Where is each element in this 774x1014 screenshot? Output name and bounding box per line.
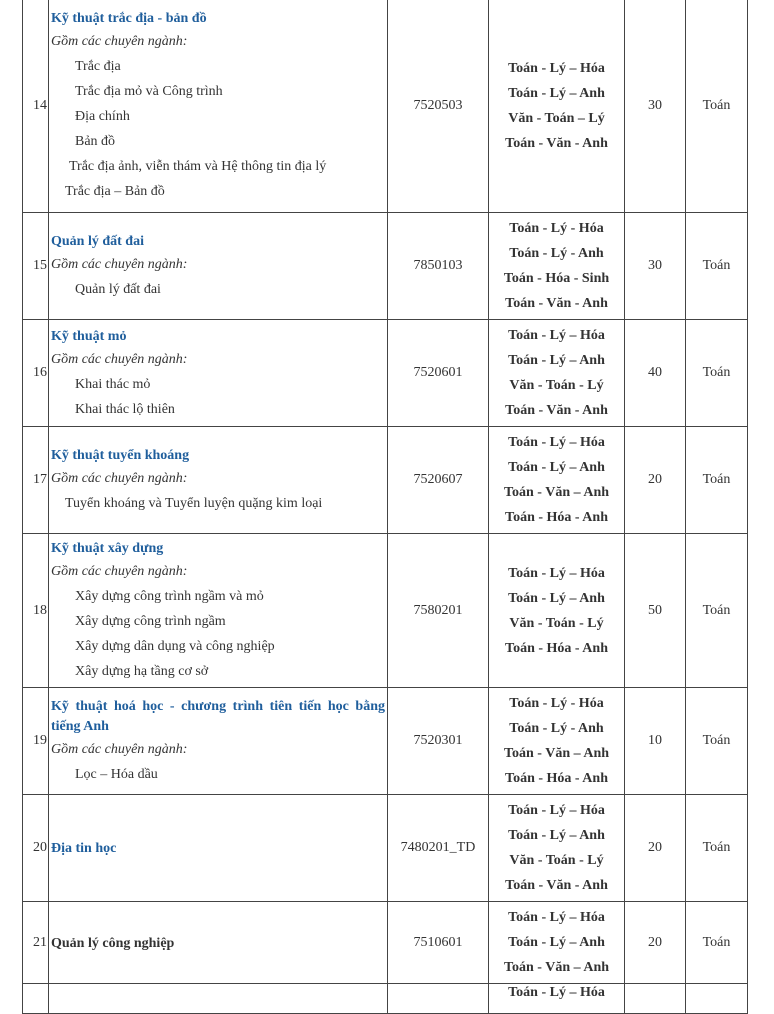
- specialization: Xây dựng hạ tầng cơ sở: [75, 664, 209, 679]
- specialization: Lọc – Hóa dầu: [75, 767, 158, 782]
- specialization: Quản lý đất đai: [75, 282, 161, 297]
- subject-combo: Toán - Lý – Anh: [508, 590, 605, 606]
- subject-combo: Toán - Lý – Anh: [508, 828, 605, 843]
- program-title: Kỹ thuật mỏ: [51, 328, 127, 344]
- program-code: 7520607: [388, 427, 489, 534]
- program-cell: [49, 427, 388, 534]
- specialization: Trắc địa: [75, 59, 121, 74]
- quota: [625, 984, 686, 1014]
- quota: 20: [625, 902, 686, 984]
- main-subject: Toán: [686, 795, 748, 902]
- specialization: Trắc địa – Bản đồ: [65, 184, 165, 199]
- program-title: Quản lý đất đai: [51, 234, 144, 249]
- program-cell: [49, 984, 388, 1014]
- program-code: 7520503: [388, 0, 489, 213]
- main-subject: Toán: [686, 534, 748, 688]
- main-subject: Toán: [686, 427, 748, 534]
- specialization: Địa chính: [75, 109, 130, 124]
- subject-combo: Toán - Lý – Hóa: [508, 60, 605, 76]
- specialization: Trắc địa mỏ và Công trình: [75, 84, 223, 99]
- subject-combo: Toán - Văn - Anh: [505, 403, 608, 418]
- subject-combo: Toán - Lý – Hóa: [508, 803, 605, 818]
- subject-combo: Toán - Lý – Anh: [508, 460, 605, 475]
- subject-combos: [489, 534, 625, 688]
- subject-combos: [489, 984, 625, 1014]
- subject-combo: Toán - Lý – Anh: [508, 85, 605, 101]
- table-row: [23, 320, 748, 427]
- specialization: Xây dựng công trình ngầm: [75, 614, 226, 629]
- subject-combos: [489, 902, 625, 984]
- subject-combos: [489, 213, 625, 320]
- program-title: Quản lý công nghiệp: [51, 935, 175, 951]
- program-cell: [49, 534, 388, 688]
- table-row: [23, 534, 748, 688]
- subject-combo: Toán - Hóa - Anh: [505, 771, 608, 786]
- specialization: Xây dựng dân dụng và công nghiệp: [75, 639, 275, 654]
- specialization: Bản đồ: [75, 134, 116, 149]
- specialization: Khai thác lộ thiên: [75, 401, 175, 417]
- subject-combo: Toán - Văn – Anh: [503, 485, 610, 500]
- subject-combo: Văn - Toán - Lý: [509, 615, 604, 631]
- program-code: 7480201_TD: [388, 795, 489, 902]
- subject-combo: Toán - Hóa - Sinh: [503, 271, 610, 286]
- subject-combo: Toán - Lý - Anh: [509, 721, 604, 736]
- row-number: 14: [23, 0, 49, 213]
- subject-combo: Toán - Lý – Hóa: [508, 328, 605, 343]
- quota: 30: [625, 0, 686, 213]
- subject-combos: [489, 0, 625, 213]
- program-code: 7520601: [388, 320, 489, 427]
- program-subtitle: Gồm các chuyên ngành:: [51, 471, 188, 486]
- subject-combo: Toán - Lý - Anh: [509, 246, 604, 261]
- program-code: 7850103: [388, 213, 489, 320]
- subject-combo: Toán - Lý – Hóa: [508, 565, 605, 581]
- quota: 30: [625, 213, 686, 320]
- subject-combo: Toán - Hóa - Anh: [505, 510, 608, 525]
- row-number: 16: [23, 320, 49, 427]
- subject-combo: Toán - Văn - Anh: [505, 135, 608, 151]
- subject-combo: Văn - Toán - Lý: [509, 853, 604, 868]
- program-code: 7510601: [388, 902, 489, 984]
- subject-combo: Văn - Toán - Lý: [509, 378, 604, 393]
- subject-combos: [489, 320, 625, 427]
- subject-combo: Toán - Lý – Hóa: [508, 435, 605, 450]
- specialization: Xây dựng công trình ngầm và mỏ: [75, 589, 264, 604]
- quota: 50: [625, 534, 686, 688]
- quota: 20: [625, 795, 686, 902]
- program-title: Kỹ thuật xây dựng: [51, 541, 164, 556]
- subject-combos: [489, 688, 625, 795]
- subject-combo: Toán - Hóa - Anh: [505, 640, 608, 656]
- subject-combo: Toán - Văn – Anh: [503, 746, 610, 761]
- table-row: [23, 984, 748, 1014]
- program-subtitle: Gồm các chuyên ngành:: [51, 742, 188, 757]
- program-subtitle: Gồm các chuyên ngành:: [51, 34, 188, 49]
- subject-combo: Toán - Lý - Hóa: [509, 696, 604, 711]
- subject-combo: Toán - Lý – Anh: [508, 935, 605, 950]
- program-title: Kỹ thuật hoá học - chương trình tiên tiến học bằng tiếng Anh: [51, 699, 385, 734]
- row-number: 20: [23, 795, 49, 902]
- table-row: [23, 0, 748, 213]
- program-code: 7580201: [388, 534, 489, 688]
- quota: 10: [625, 688, 686, 795]
- table-row: [23, 213, 748, 320]
- specialization: Tuyển khoáng và Tuyển luyện quặng kim loại: [65, 496, 323, 511]
- program-subtitle: Gồm các chuyên ngành:: [51, 257, 188, 272]
- specialization: Trắc địa ảnh, viễn thám và Hệ thông tin địa lý: [69, 159, 327, 174]
- row-number: 18: [23, 534, 49, 688]
- program-cell: [49, 688, 388, 795]
- subject-combo: Toán - Lý – Hóa: [508, 910, 605, 925]
- table-row: [23, 795, 748, 902]
- program-subtitle: Gồm các chuyên ngành:: [51, 351, 188, 367]
- subject-combo: Toán - Văn – Anh: [503, 960, 610, 975]
- main-subject: Toán: [686, 213, 748, 320]
- program-cell: [49, 213, 388, 320]
- program-cell: [49, 902, 388, 984]
- main-subject: Toán: [686, 0, 748, 213]
- subject-combo: Toán - Văn - Anh: [505, 878, 608, 893]
- program-code: 7520301: [388, 688, 489, 795]
- program-subtitle: Gồm các chuyên ngành:: [51, 564, 188, 579]
- subject-combo: Toán - Lý – Hóa: [508, 985, 605, 1000]
- row-number: 15: [23, 213, 49, 320]
- table-row: [23, 902, 748, 984]
- table-row: [23, 427, 748, 534]
- subject-combos: [489, 795, 625, 902]
- program-code: [388, 984, 489, 1014]
- program-cell: [49, 795, 388, 902]
- admission-table: [22, 0, 748, 1014]
- program-title: Địa tin học: [51, 841, 117, 856]
- row-number: 19: [23, 688, 49, 795]
- program-title: Kỹ thuật trắc địa - bản đồ: [51, 11, 207, 26]
- program-cell: [49, 320, 388, 427]
- subject-combo: Toán - Văn - Anh: [505, 296, 608, 311]
- main-subject: Toán: [686, 688, 748, 795]
- main-subject: Toán: [686, 320, 748, 427]
- quota: 20: [625, 427, 686, 534]
- row-number: 21: [23, 902, 49, 984]
- subject-combo: Văn - Toán – Lý: [508, 110, 605, 126]
- table-row: [23, 688, 748, 795]
- program-cell: [49, 0, 388, 213]
- row-number: 17: [23, 427, 49, 534]
- subject-combos: [489, 427, 625, 534]
- subject-combo: Toán - Lý - Hóa: [509, 221, 604, 236]
- specialization: Khai thác mỏ: [75, 376, 151, 392]
- main-subject: Toán: [686, 902, 748, 984]
- main-subject: [686, 984, 748, 1014]
- quota: 40: [625, 320, 686, 427]
- row-number: [23, 984, 49, 1014]
- subject-combo: Toán - Lý – Anh: [508, 353, 605, 368]
- program-title: Kỹ thuật tuyển khoáng: [51, 448, 190, 463]
